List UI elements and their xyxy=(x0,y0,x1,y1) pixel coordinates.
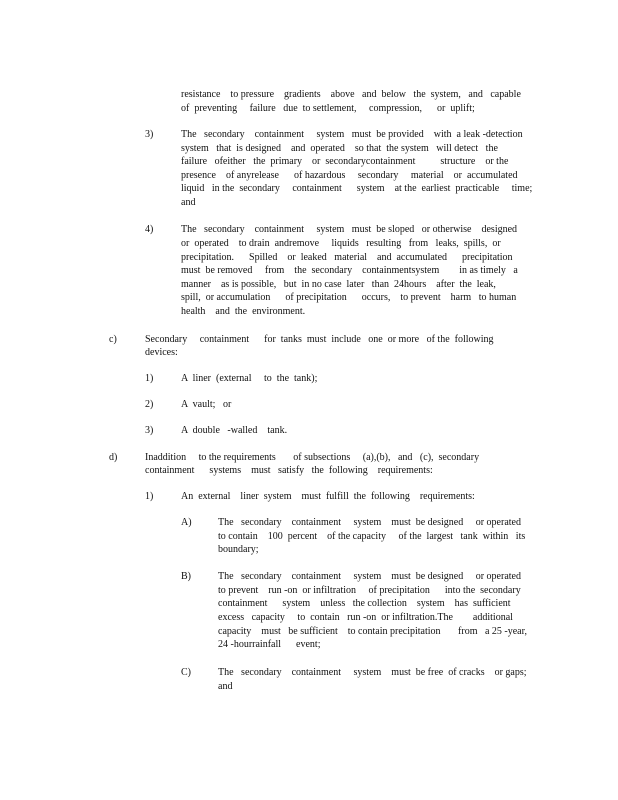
text-line: and xyxy=(218,681,233,692)
list-label: 2) xyxy=(145,399,154,410)
text-line: A vault; or xyxy=(181,399,232,410)
list-label: 1) xyxy=(145,373,154,384)
list-label: 1) xyxy=(145,491,154,502)
text-line: A liner (external to the tank); xyxy=(181,373,318,384)
text-line: health and the environment. xyxy=(181,306,306,317)
text-line: and xyxy=(181,197,196,208)
text-line: precipitation. Spilled or leaked material and accumulated precipitation xyxy=(181,252,513,263)
text-line: resistance to pressure gradients above and below the system, and capable xyxy=(181,89,521,100)
text-line: 24 -hourrainfall event; xyxy=(218,639,321,650)
text-line: The secondary containment system must be designed or operated xyxy=(218,517,521,528)
text-line: excess capacity to contain run -on or infiltration.The additional xyxy=(218,612,513,623)
text-line: An external liner system must fulfill the following requirements: xyxy=(181,491,475,502)
text-line: of preventing failure due to settlement, compression, or uplift; xyxy=(181,103,475,114)
text-line: The secondary containment system must be designed or operated xyxy=(218,571,521,582)
text-line: or operated to drain andremove liquids resulting from leaks, spills, or xyxy=(181,238,501,249)
list-label: c) xyxy=(109,334,117,345)
text-line: liquid in the secondary containment system at the earliest practicable time; xyxy=(181,183,533,194)
text-line: system that is designed and operated so that the system will detect the xyxy=(181,143,498,154)
list-label: 3) xyxy=(145,425,154,436)
list-label: C) xyxy=(181,667,191,678)
text-line: A double -walled tank. xyxy=(181,425,288,436)
text-line: The secondary containment system must be provided with a leak -detection xyxy=(181,129,523,140)
text-line: containment systems must satisfy the following requirements: xyxy=(145,465,433,476)
list-label: 3) xyxy=(145,129,154,140)
list-label: 4) xyxy=(145,224,154,235)
text-line: boundary; xyxy=(218,544,259,555)
list-label: A) xyxy=(181,517,192,528)
text-line: to prevent run -on or infiltration of precipitation into the secondary xyxy=(218,585,521,596)
text-line: capacity must be sufficient to contain precipitation from a 25 -year, xyxy=(218,626,528,637)
text-line: The secondary containment system must be sloped or otherwise designed xyxy=(181,224,518,235)
text-line: manner as is possible, but in no case later than 24hours after the leak, xyxy=(181,279,496,290)
list-label: B) xyxy=(181,571,191,582)
text-line: containment system unless the collection system has sufficient xyxy=(218,598,511,609)
text-line: failure ofeither the primary or secondarycontainment structure or the xyxy=(181,156,509,167)
text-line: must be removed from the secondary containmentsystem in as timely a xyxy=(181,265,518,276)
text-line: spill, or accumulation of precipitation occurs, to prevent harm to human xyxy=(181,292,517,303)
text-line: Inaddition to the requirements of subsections (a),(b), and (c), secondary xyxy=(145,452,480,463)
text-line: presence of anyrelease of hazardous secondary material or accumulated xyxy=(181,170,518,181)
text-line: devices: xyxy=(145,347,178,358)
text-line: to contain 100 percent of the capacity of the largest tank within its xyxy=(218,531,526,542)
list-label: d) xyxy=(109,452,118,463)
text-line: Secondary containment for tanks must include one or more of the following xyxy=(145,334,494,345)
text-line: The secondary containment system must be free of cracks or gaps; xyxy=(218,667,527,678)
